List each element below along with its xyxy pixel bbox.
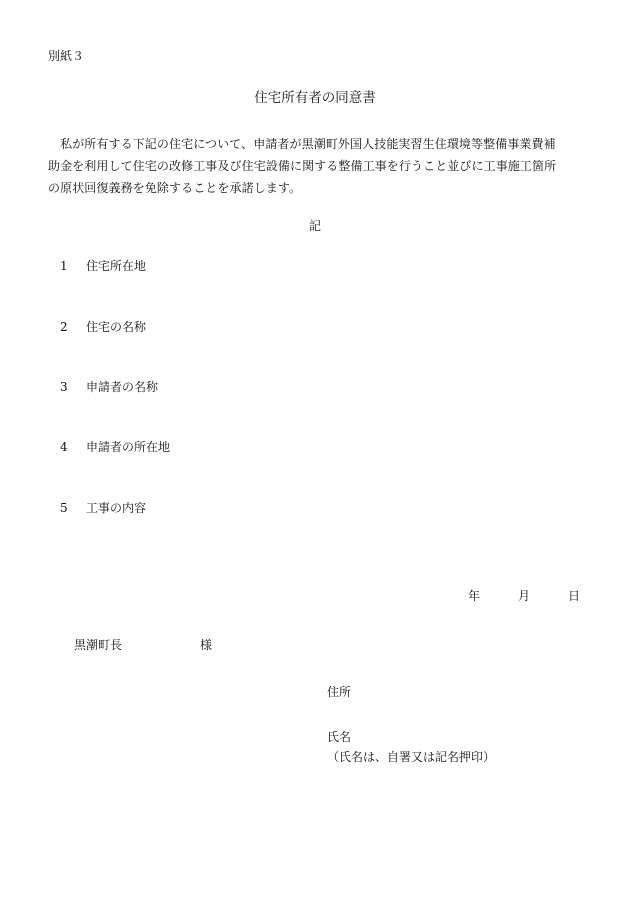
- consent-line-2: 助金を利用して住宅の改修工事及び住宅設備に関する整備工事を行うこと並びに工事施工箇所: [48, 159, 557, 173]
- item-label: 住宅の名称: [86, 320, 147, 334]
- document-title: 住宅所有者の同意書: [254, 90, 376, 106]
- honorific: 様: [200, 638, 213, 652]
- item-number: 5: [60, 501, 68, 515]
- item-applicant-address: [60, 439, 170, 455]
- item-label: 申請者の名称: [86, 380, 159, 394]
- item-label: 工事の内容: [86, 501, 147, 515]
- item-house-name: [60, 319, 146, 335]
- item-number: 3: [60, 380, 68, 394]
- item-work-content: [60, 500, 146, 516]
- name-label: 氏名: [327, 730, 352, 744]
- item-number: 2: [60, 320, 68, 334]
- consent-line-1: 私が所有する下記の住宅について、申請者が黒潮町外国人技能実習生住環境等整備事業費補: [48, 137, 556, 151]
- address-label: 住所: [327, 685, 352, 699]
- ki-heading: 記: [308, 219, 321, 233]
- item-label: 申請者の所在地: [86, 440, 171, 454]
- date-day-label: 日: [568, 589, 581, 603]
- date-year-label: 年: [468, 589, 481, 603]
- consent-line-3: の原状回復義務を免除することを承諾します。: [48, 181, 302, 195]
- attachment-label: 別紙３: [48, 49, 85, 63]
- addressee: 黒潮町長: [74, 638, 123, 652]
- consent-statement: [48, 133, 584, 199]
- date-month-label: 月: [518, 589, 531, 603]
- signature-note: （氏名は、自署又は記名押印）: [327, 750, 496, 764]
- item-label: 住宅所在地: [86, 259, 147, 273]
- item-number: 1: [60, 259, 68, 273]
- item-number: 4: [60, 440, 68, 454]
- item-applicant-name: [60, 379, 158, 395]
- item-house-location: [60, 258, 146, 274]
